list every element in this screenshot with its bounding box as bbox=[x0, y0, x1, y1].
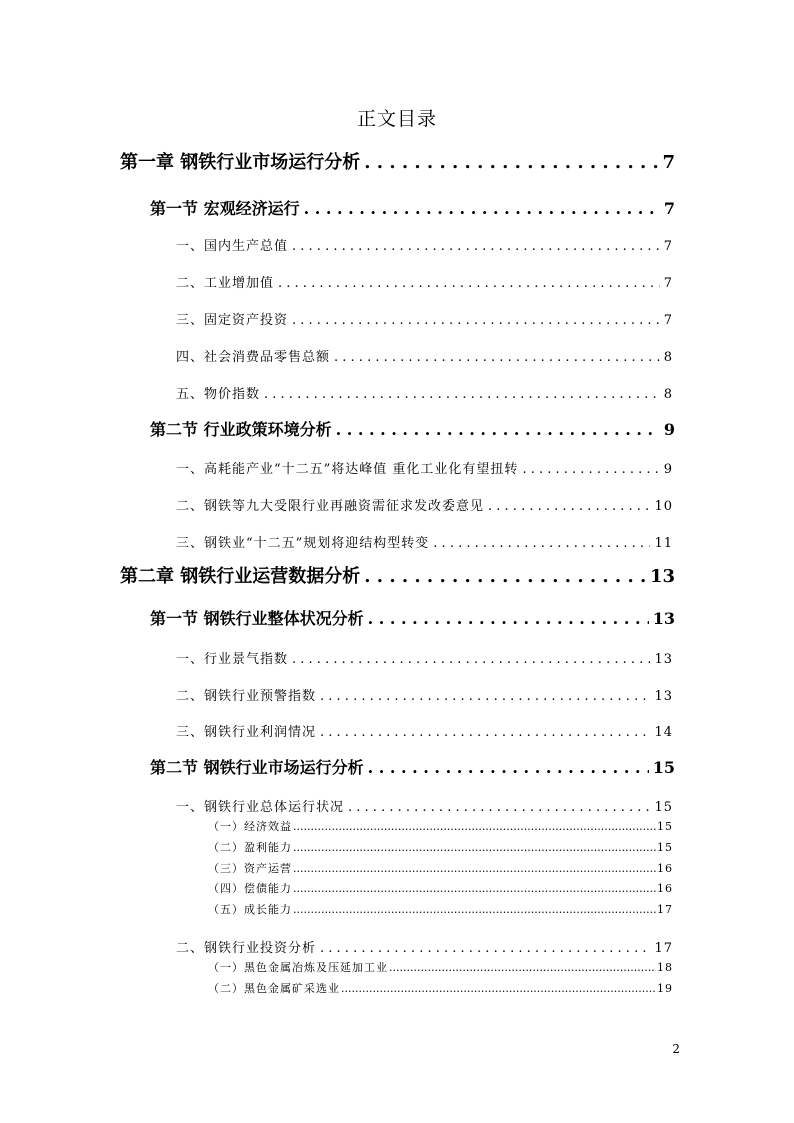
toc-item-1-1-5[interactable] bbox=[176, 383, 673, 402]
toc-entry-page: 10 bbox=[654, 499, 673, 514]
dot-leader bbox=[293, 841, 656, 854]
toc-entry-page: 7 bbox=[663, 313, 673, 328]
toc-entry-label: （一）经济效益 bbox=[208, 820, 292, 833]
toc-entry-page: 15 bbox=[652, 758, 675, 777]
dot-leader bbox=[264, 387, 660, 402]
toc-entry-page: 17 bbox=[657, 903, 673, 916]
toc-entry-page: 9 bbox=[663, 420, 675, 439]
dot-leader bbox=[320, 689, 650, 704]
toc-entry-label: 第一章 钢铁行业市场运行分析 bbox=[120, 152, 361, 173]
toc-section-2-2[interactable] bbox=[150, 755, 675, 778]
toc-entry-label: （四）偿债能力 bbox=[208, 882, 292, 895]
toc-chapter-2[interactable] bbox=[120, 562, 675, 588]
toc-entry-label: 第一节 宏观经济运行 bbox=[150, 199, 300, 218]
dot-leader bbox=[488, 499, 650, 514]
toc-item-2-2-1[interactable] bbox=[176, 796, 673, 815]
dot-leader bbox=[292, 652, 650, 667]
toc-subitem-2-2-1-e[interactable] bbox=[208, 901, 673, 917]
toc-subitem-2-2-1-c[interactable] bbox=[208, 860, 673, 876]
toc-entry-page: 15 bbox=[657, 841, 673, 854]
toc-item-1-2-3[interactable] bbox=[176, 532, 673, 551]
toc-entry-page: 8 bbox=[663, 387, 673, 402]
toc-entry-page: 19 bbox=[657, 982, 673, 995]
toc-entry-page: 13 bbox=[652, 609, 675, 628]
dot-leader bbox=[341, 982, 656, 995]
dot-leader bbox=[336, 420, 660, 439]
toc-entry-page: 18 bbox=[657, 961, 673, 974]
toc-entry-label: （五）成长能力 bbox=[208, 903, 292, 916]
toc-entry-label: （一）黑色金属冶炼及压延加工业 bbox=[208, 961, 388, 974]
toc-item-2-1-2[interactable] bbox=[176, 685, 673, 704]
dot-leader bbox=[348, 800, 650, 815]
dot-leader bbox=[364, 152, 658, 173]
toc-entry-label: 二、钢铁行业投资分析 bbox=[176, 941, 317, 956]
dot-leader bbox=[433, 536, 650, 551]
toc-chapter-1[interactable] bbox=[120, 148, 675, 174]
dot-leader bbox=[292, 239, 660, 254]
toc-entry-page: 15 bbox=[654, 800, 673, 815]
dot-leader bbox=[522, 462, 659, 477]
toc-entry-label: 二、钢铁等九大受限行业再融资需征求发改委意见 bbox=[176, 499, 485, 514]
toc-subitem-2-2-2-a[interactable] bbox=[208, 959, 673, 975]
toc-entry-label: 第二节 行业政策环境分析 bbox=[150, 420, 332, 439]
toc-entry-page: 17 bbox=[654, 941, 673, 956]
toc-entry-page: 11 bbox=[654, 536, 673, 551]
toc-entry-page: 9 bbox=[663, 462, 673, 477]
dot-leader bbox=[364, 566, 646, 587]
toc-entry-label: （二）黑色金属矿采选业 bbox=[208, 982, 340, 995]
toc-item-1-2-2[interactable] bbox=[176, 495, 673, 514]
dot-leader bbox=[334, 350, 660, 365]
toc-entry-label: 三、固定资产投资 bbox=[176, 313, 289, 328]
toc-entry-label: （二）盈利能力 bbox=[208, 841, 292, 854]
dot-leader bbox=[368, 758, 649, 777]
toc-entry-page: 13 bbox=[649, 566, 675, 587]
dot-leader bbox=[293, 820, 656, 833]
toc-entry-page: 14 bbox=[654, 725, 673, 740]
toc-entry-label: 三、钢铁业“十二五”规划将迎结构型转变 bbox=[176, 536, 430, 551]
toc-entry-page: 7 bbox=[663, 199, 675, 218]
toc-entry-label: 三、钢铁行业利润情况 bbox=[176, 725, 317, 740]
dot-leader bbox=[320, 725, 650, 740]
toc-item-2-1-3[interactable] bbox=[176, 721, 673, 740]
page-number: 2 bbox=[672, 1042, 680, 1056]
toc-item-1-2-1[interactable] bbox=[176, 458, 673, 477]
dot-leader bbox=[278, 276, 660, 291]
toc-entry-label: 一、行业景气指数 bbox=[176, 652, 289, 667]
toc-entry-label: 第二节 钢铁行业市场运行分析 bbox=[150, 758, 364, 777]
toc-subitem-2-2-1-b[interactable] bbox=[208, 839, 673, 855]
toc-item-1-1-2[interactable] bbox=[176, 272, 673, 291]
toc-entry-page: 16 bbox=[657, 882, 673, 895]
toc-entry-label: 一、高耗能产业“十二五”将达峰值 重化工业化有望扭转 bbox=[176, 462, 519, 477]
toc-entry-label: （三）资产运营 bbox=[208, 862, 292, 875]
toc-section-2-1[interactable] bbox=[150, 606, 675, 629]
toc-subitem-2-2-1-a[interactable] bbox=[208, 818, 673, 834]
toc-subitem-2-2-1-d[interactable] bbox=[208, 880, 673, 896]
toc-item-2-2-2[interactable] bbox=[176, 937, 673, 956]
toc-item-1-1-4[interactable] bbox=[176, 346, 673, 365]
toc-entry-label: 二、钢铁行业预警指数 bbox=[176, 689, 317, 704]
toc-item-2-1-1[interactable] bbox=[176, 648, 673, 667]
toc-entry-page: 7 bbox=[663, 239, 673, 254]
toc-entry-page: 13 bbox=[654, 689, 673, 704]
toc-entry-label: 一、国内生产总值 bbox=[176, 239, 289, 254]
toc-entry-page: 8 bbox=[663, 350, 673, 365]
toc-entry-page: 16 bbox=[657, 862, 673, 875]
dot-leader bbox=[293, 882, 656, 895]
toc-entry-label: 二、工业增加值 bbox=[176, 276, 275, 291]
toc-entry-label: 四、社会消费品零售总额 bbox=[176, 350, 331, 365]
dot-leader bbox=[292, 313, 660, 328]
toc-item-1-1-1[interactable] bbox=[176, 235, 673, 254]
dot-leader bbox=[389, 961, 656, 974]
dot-leader bbox=[293, 862, 656, 875]
toc-entry-page: 15 bbox=[657, 820, 673, 833]
toc-section-1-2[interactable] bbox=[150, 417, 675, 440]
toc-entry-label: 第一节 钢铁行业整体状况分析 bbox=[150, 609, 364, 628]
toc-entry-page: 13 bbox=[654, 652, 673, 667]
toc-subitem-2-2-2-b[interactable] bbox=[208, 980, 673, 996]
dot-leader bbox=[368, 609, 649, 628]
toc-entry-label: 第二章 钢铁行业运营数据分析 bbox=[120, 566, 361, 587]
toc-item-1-1-3[interactable] bbox=[176, 309, 673, 328]
toc-entry-page: 7 bbox=[662, 152, 675, 173]
dot-leader bbox=[320, 941, 650, 956]
page-title: 正文目录 bbox=[356, 108, 437, 130]
toc-entry-label: 五、物价指数 bbox=[176, 387, 261, 402]
toc-entry-label: 一、钢铁行业总体运行状况 bbox=[176, 800, 345, 815]
dot-leader bbox=[293, 903, 656, 916]
toc-section-1-1[interactable] bbox=[150, 196, 675, 219]
dot-leader bbox=[304, 199, 660, 218]
toc-entry-page: 7 bbox=[663, 276, 673, 291]
